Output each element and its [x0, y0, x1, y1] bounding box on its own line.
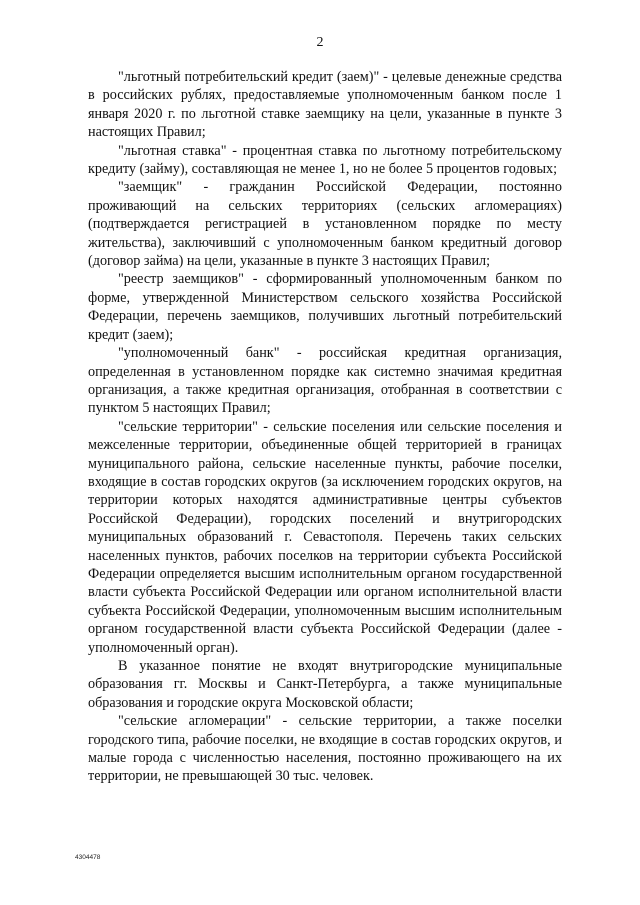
definition-preferential-rate: "льготная ставка" - процентная ставка по льготному потребительскому кредиту (займу), составляющая не менее 1, но не более 5 процентов годовых;: [88, 142, 562, 178]
definition-authorized-bank: "уполномоченный банк" - российская кредитная организация, определенная в установленном порядке как системно значимая кредитная организация, а также кредитная организация, отобранная в соответствии с пунктом 5 настоящих Правил;: [88, 345, 562, 417]
definition-borrower-registry: "реестр заемщиков" - сформированный уполномоченным банком по форме, утвержденной Министерством сельского хозяйства Российской Федерации, перечень заемщиков, получивших льготный потребительский кредит (заем);: [88, 271, 562, 343]
definition-borrower: "заемщик" - гражданин Российской Федерации, постоянно проживающий на сельских территориях (сельских агломерациях) (подтверждается регистрацией в установленном порядке по месту жительства), заключивший с уполномоченным банком кредитный договор (договор займа) на цели, указанные в пункте 3 настоящих Правил;: [88, 179, 562, 270]
page-number: 2: [316, 35, 324, 50]
definition-rural-agglomerations: "сельские агломерации" - сельские территории, а также поселки городского типа, рабочие поселки, не входящие в состав городских округов, и малые города с численностью населения, постоянно проживающего на их территории, не превышающей 30 тыс. человек.: [88, 713, 562, 785]
definition-rural-territories: "сельские территории" - сельские поселения или сельские поселения и межселенные территории, объединенные общей территорией в границах муниципального района, сельские населенные пункты, рабочие поселки, входящие в состав городских округов (за исключением городских округов, на территории которых находятся административные центры субъектов Российской Федерации), городских поселений и внутригородских муниципальных образований г. Севастополя. Перечень таких сельских населенных пунктов, рабочих поселков на территории субъекта Российской Федерации определяется высшим исполнительным органом государственной власти субъекта Российской Федерации или органом исполнительной власти субъекта Российской Федерации, уполномоченным высшим исполнительным органом государственной власти субъекта Российской Федерации (далее - уполномоченный орган).: [88, 418, 562, 656]
document-id: 4304478: [75, 854, 101, 861]
document-body: [88, 68, 562, 786]
definition-preferential-credit: "льготный потребительский кредит (заем)" - целевые денежные средства в российских рублях, предоставляемые уполномоченным банком после 1 января 2020 г. по льготной ставке заемщику на цели, указанные в пункте 3 настоящих Правил;: [88, 69, 562, 141]
exclusion-paragraph: В указанное понятие не входят внутригородские муниципальные образования гг. Москвы и Санкт-Петербурга, а также муниципальные образования и городские округа Московской области;: [88, 658, 562, 711]
